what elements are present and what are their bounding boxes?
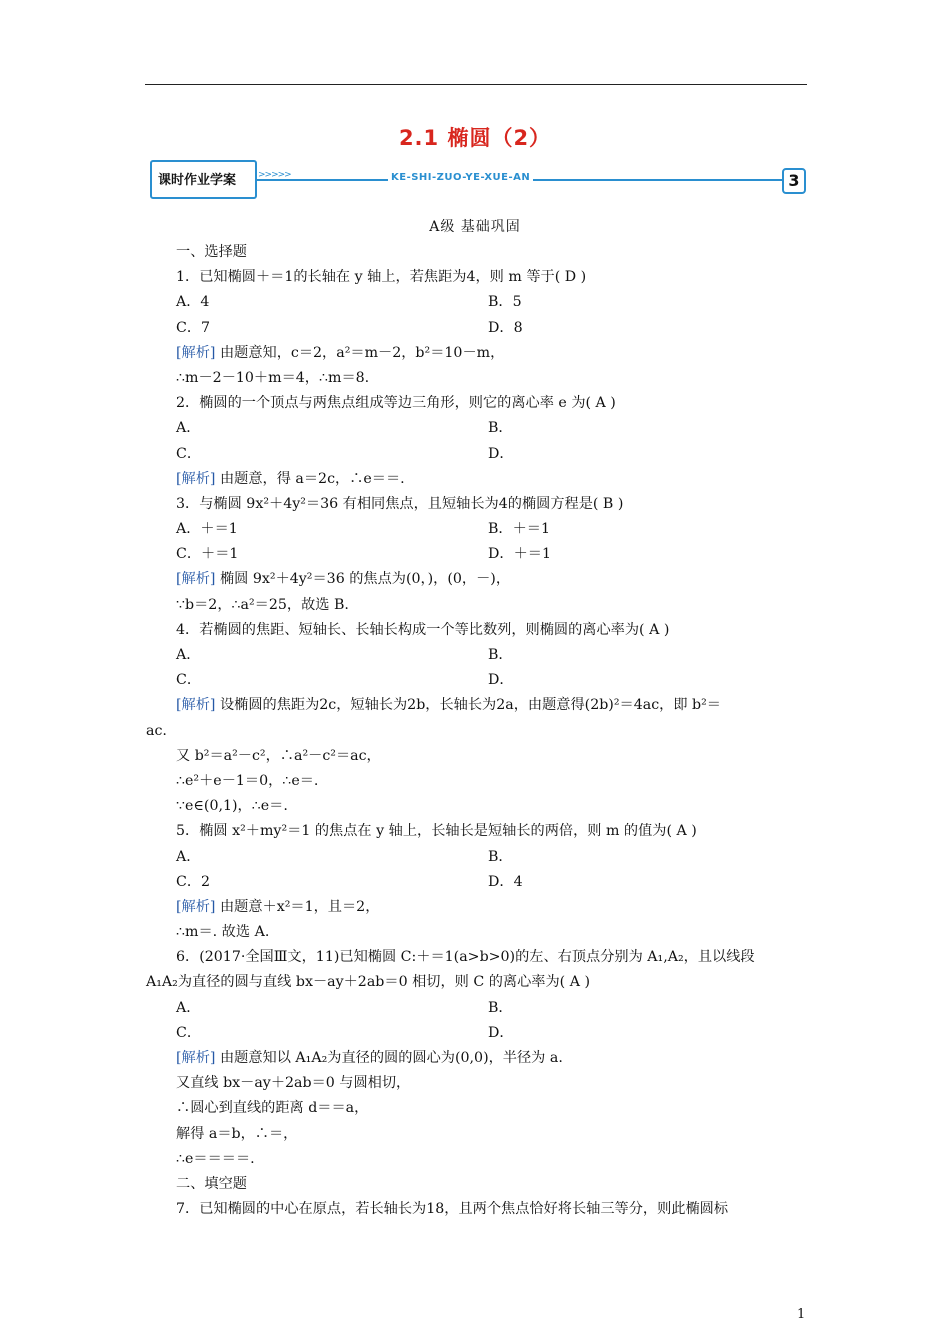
text-line <box>146 1096 808 1121</box>
analysis-line <box>146 1046 808 1071</box>
text-line <box>146 769 808 794</box>
option-right: D．＋＝1 <box>488 546 551 563</box>
line-text: 由题意知以 A₁A₂为直径的圆的圆心为(0,0)，半径为 a. <box>215 1050 563 1066</box>
line-text: 由题意知，c＝2，a²＝m－2，b²＝10－m， <box>215 344 505 361</box>
option-right: D． <box>488 445 514 462</box>
text-line <box>146 265 808 290</box>
option-row <box>146 996 808 1021</box>
analysis-tag: [解析] <box>176 344 216 361</box>
line-text: ∴圆心到直线的距离 d＝＝a， <box>176 1100 369 1117</box>
option-row <box>146 643 808 668</box>
banner-pinyin: KE-SHI-ZUO-YE-XUE-AN <box>388 172 533 183</box>
line-text: ∴m＝. 故选 A. <box>176 924 270 941</box>
option-left: A． <box>176 647 201 663</box>
option-right: B． <box>488 647 513 663</box>
option-right: B． <box>488 420 513 437</box>
document-body <box>146 240 808 1222</box>
option-left: C． <box>176 1024 202 1041</box>
line-text: 7．已知椭圆的中心在原点，若长轴长为18，且两个焦点恰好将长轴三等分，则此椭圆标 <box>176 1201 729 1218</box>
analysis-line <box>146 467 808 492</box>
option-right: D．4 <box>488 873 523 890</box>
analysis-tag: [解析] <box>176 470 216 487</box>
text-line <box>146 794 808 819</box>
text-line <box>146 970 808 995</box>
text-line <box>146 744 808 769</box>
line-text: 2．椭圆的一个顶点与两焦点组成等边三角形，则它的离心率 e 为( A ) <box>176 395 616 412</box>
analysis-line <box>146 567 808 592</box>
option-row <box>146 845 808 870</box>
line-text: ∴m－2－10＋m＝4，∴m＝8. <box>176 369 370 386</box>
text-line <box>146 391 808 416</box>
line-text: ∵b＝2，∴a²＝25，故选 B. <box>176 596 349 613</box>
line-text: 又直线 bx－ay＋2ab＝0 与圆相切， <box>176 1075 411 1092</box>
option-right: B． <box>488 848 513 865</box>
option-left: C． <box>176 445 202 462</box>
option-left: C．＋＝1 <box>176 546 239 563</box>
page-title: 2.1 椭圆（2） <box>398 126 552 150</box>
analysis-line <box>146 693 808 718</box>
line-text: 4．若椭圆的焦距、短轴长、长轴长构成一个等比数列，则椭圆的离心率为( A ) <box>176 621 670 638</box>
section-banner <box>150 160 810 200</box>
level-heading: A级 基础巩固 <box>429 219 521 235</box>
banner-number-badge: 3 <box>782 168 806 194</box>
option-row <box>146 870 808 895</box>
option-right: B．＋＝1 <box>488 521 551 538</box>
option-row <box>146 316 808 341</box>
text-line <box>146 945 808 970</box>
option-right: D．8 <box>488 319 523 336</box>
option-row <box>146 517 808 542</box>
text-line <box>146 1071 808 1096</box>
text-line <box>146 1147 808 1172</box>
option-left: C． <box>176 672 202 689</box>
analysis-tag: [解析] <box>176 571 216 588</box>
option-right: D． <box>488 672 514 689</box>
header-rule <box>145 84 807 85</box>
line-text: ∴e²＋e－1＝0，∴e＝. <box>176 772 319 789</box>
line-text: ∵e∈(0,1)，∴e＝. <box>176 798 288 815</box>
analysis-tag: [解析] <box>176 697 216 714</box>
option-left: C．2 <box>176 873 211 890</box>
banner-label: 课时作业学案 <box>158 173 237 188</box>
option-left: A．＋＝1 <box>176 521 238 538</box>
line-text: 一、选择题 <box>176 244 247 260</box>
option-row <box>146 416 808 441</box>
line-text: ac. <box>146 722 167 739</box>
text-line <box>146 593 808 618</box>
banner-arrows-icon: >>>>> <box>258 170 291 180</box>
option-left: A．4 <box>176 294 210 311</box>
line-text: 解得 a＝b，∴＝， <box>176 1125 298 1142</box>
text-line <box>146 1172 808 1197</box>
option-right: B．5 <box>488 294 522 311</box>
text-line <box>146 920 808 945</box>
line-text: 二、填空题 <box>176 1175 247 1192</box>
option-row <box>146 668 808 693</box>
page-number: 1 <box>797 1307 806 1322</box>
option-row <box>146 290 808 315</box>
text-line <box>146 240 808 265</box>
option-left: A． <box>176 999 201 1016</box>
text-line <box>146 492 808 517</box>
line-text: 1．已知椭圆＋＝1的长轴在 y 轴上，若焦距为4，则 m 等于( D ) <box>176 269 587 286</box>
line-text: 5．椭圆 x²＋my²＝1 的焦点在 y 轴上，长轴长是短轴长的两倍，则 m 的值为( A ) <box>176 823 697 840</box>
analysis-line <box>146 895 808 920</box>
option-left: A． <box>176 848 201 865</box>
option-right: D． <box>488 1024 514 1041</box>
analysis-tag: [解析] <box>176 898 216 915</box>
analysis-tag: [解析] <box>176 1050 216 1066</box>
text-line <box>146 719 808 744</box>
banner-label-box <box>150 160 257 199</box>
line-text: 又 b²＝a²－c²，∴a²－c²＝ac， <box>176 747 381 764</box>
line-text: 由题意，得 a＝2c，∴e＝＝. <box>215 470 405 487</box>
line-text: 设椭圆的焦距为2c，短轴长为2b，长轴长为2a，由题意得(2b)²＝4ac，即 b²＝ <box>215 697 721 714</box>
text-line <box>146 1197 808 1222</box>
analysis-line <box>146 341 808 366</box>
text-line <box>146 819 808 844</box>
option-row <box>146 542 808 567</box>
line-text: ∴e＝＝＝＝. <box>176 1150 255 1167</box>
line-text: 3．与椭圆 9x²＋4y²＝36 有相同焦点，且短轴长为4的椭圆方程是( B ) <box>176 495 624 512</box>
line-text: A₁A₂为直径的圆与直线 bx－ay＋2ab＝0 相切，则 C 的离心率为( A ) <box>146 974 590 991</box>
option-row <box>146 442 808 467</box>
option-left: A． <box>176 420 201 437</box>
option-row <box>146 1021 808 1046</box>
text-line <box>146 1122 808 1147</box>
option-right: B． <box>488 999 513 1016</box>
line-text: 由题意＋x²＝1，且＝2， <box>215 898 380 915</box>
text-line <box>146 366 808 391</box>
text-line <box>146 618 808 643</box>
line-text: 6．(2017·全国Ⅲ文，11)已知椭圆 C:＋＝1(a>b>0)的左、右顶点分别为 A₁,A₂，且以线段 <box>176 949 755 966</box>
line-text: 椭圆 9x²＋4y²＝36 的焦点为(0，)，(0，－)， <box>215 571 511 588</box>
option-left: C．7 <box>176 319 211 336</box>
